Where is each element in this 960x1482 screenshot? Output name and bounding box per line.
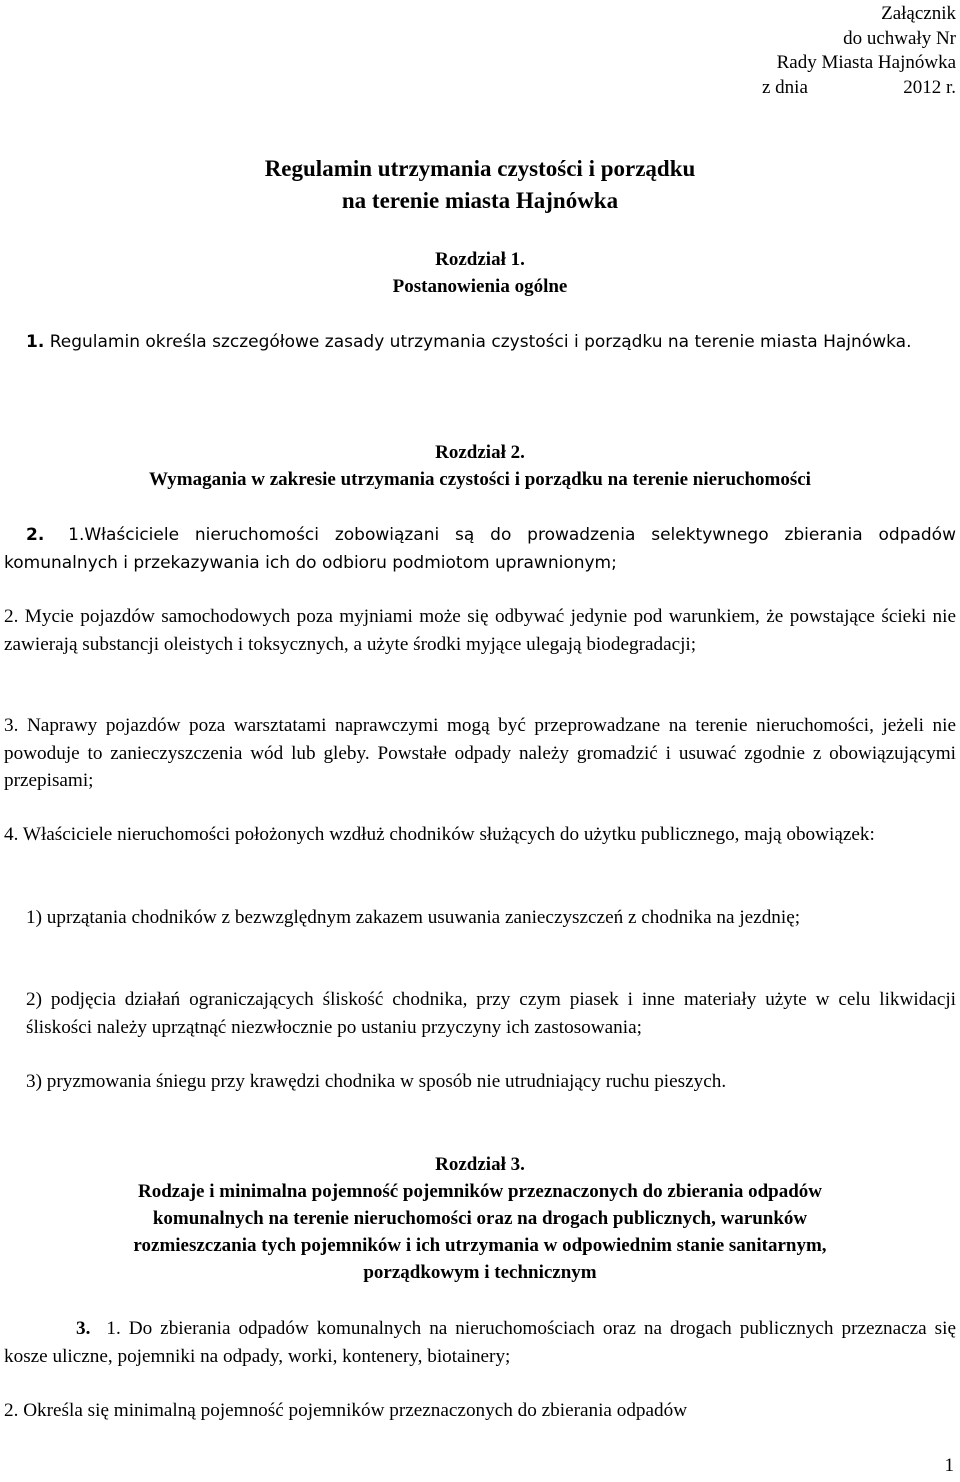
- header-line-1: Załącznik: [881, 3, 956, 24]
- header-date-suffix: 2012 r.: [903, 76, 956, 98]
- section-1-paragraph: [4, 329, 956, 357]
- chapter-3-name-line-4: porządkowym i technicznym: [363, 1262, 597, 1283]
- chapter-3-name-line-3: rozmieszczania tych pojemników i ich utrzymania w odpowiednim stanie sanitarnym,: [133, 1235, 827, 1256]
- section-2-marker: 2.: [26, 525, 45, 545]
- section-3-p1-text: 1. Do zbierania odpadów komunalnych na nieruchomościach oraz na drogach publicznych przeznacza się kosze uliczne, pojemniki na odpady, worki, kontenery, biotainery;: [4, 1318, 956, 1367]
- chapter-3-name-line-2: komunalnych na terenie nieruchomości oraz na drogach publicznych, warunków: [152, 1208, 808, 1229]
- document-title-line-2: na terenie miasta Hajnówka: [341, 188, 619, 213]
- section-2-p1-text: 1.Właściciele nieruchomości zobowiązani są do prowadzenia selektywnego zbierania odpadów komunalnych i przekazywania ich do odbioru podmiotom uprawnionym;: [4, 525, 956, 573]
- attachment-header: [756, 2, 956, 100]
- chapter-3-label: Rozdział 3.: [435, 1154, 525, 1175]
- chapter-1-label: Rozdział 1.: [435, 249, 525, 270]
- header-date-line: [756, 76, 956, 101]
- section-2-item-2: 2) podjęcia działań ograniczających śliskość chodnika, przy czym piasek i inne materiały użyte w celu likwidacji śliskości należy uprzątnąć niezwłocznie po ustaniu przyczyny ich zastosowania;: [26, 989, 956, 1038]
- section-1-text: Regulamin określa szczegółowe zasady utrzymania czystości i porządku na terenie miasta Hajnówka.: [49, 332, 912, 352]
- header-line-2: do uchwały Nr: [843, 27, 956, 49]
- chapter-3-name-line-1: Rodzaje i minimalna pojemność pojemników przeznaczonych do zbierania odpadów: [138, 1181, 822, 1202]
- section-1-marker: 1.: [26, 332, 45, 352]
- section-3-paragraph-1: [4, 1315, 956, 1370]
- document-title-line-1: Regulamin utrzymania czystości i porządku: [264, 156, 696, 181]
- chapter-2-label: Rozdział 2.: [435, 442, 525, 463]
- chapter-1-name: Postanowienia ogólne: [392, 276, 568, 297]
- section-2-item-1: 1) uprzątania chodników z bezwzględnym zakazem usuwania zanieczyszczeń z chodnika na jezdnię;: [26, 907, 801, 928]
- header-date-prefix: z dnia: [762, 76, 808, 98]
- section-2-paragraph-3: 3. Naprawy pojazdów poza warsztatami naprawczymi mogą być przeprowadzane na terenie nieruchomości, jeżeli nie powoduje to zanieczyszczenia wód lub gleby. Powstałe odpady należy gromadzić i usuwać zgodnie z obowiązującymi przepisami;: [4, 715, 956, 791]
- section-2-paragraph-2: 2. Mycie pojazdów samochodowych poza myjniami może się odbywać jedynie pod warunkiem, że powstające ścieki nie zawierają substancji oleistych i toksycznych, a użyte środki myjące ulegają biodegradacji;: [4, 606, 956, 655]
- chapter-2-name: Wymagania w zakresie utrzymania czystości i porządku na terenie nieruchomości: [149, 469, 811, 490]
- section-2-paragraph-1: [4, 522, 956, 577]
- section-3-paragraph-2: 2. Określa się minimalną pojemność pojemników przeznaczonych do zbierania odpadów: [4, 1400, 688, 1421]
- section-2-paragraph-4: 4. Właściciele nieruchomości położonych wzdłuż chodników służących do użytku publicznego, mają obowiązek:: [4, 824, 875, 845]
- page-number: 1: [944, 1455, 954, 1476]
- header-line-3: Rady Miasta Hajnówka: [776, 52, 956, 73]
- section-3-marker: 3.: [76, 1318, 91, 1339]
- section-2-item-3: 3) pryzmowania śniegu przy krawędzi chodnika w sposób nie utrudniający ruchu pieszych.: [26, 1071, 727, 1092]
